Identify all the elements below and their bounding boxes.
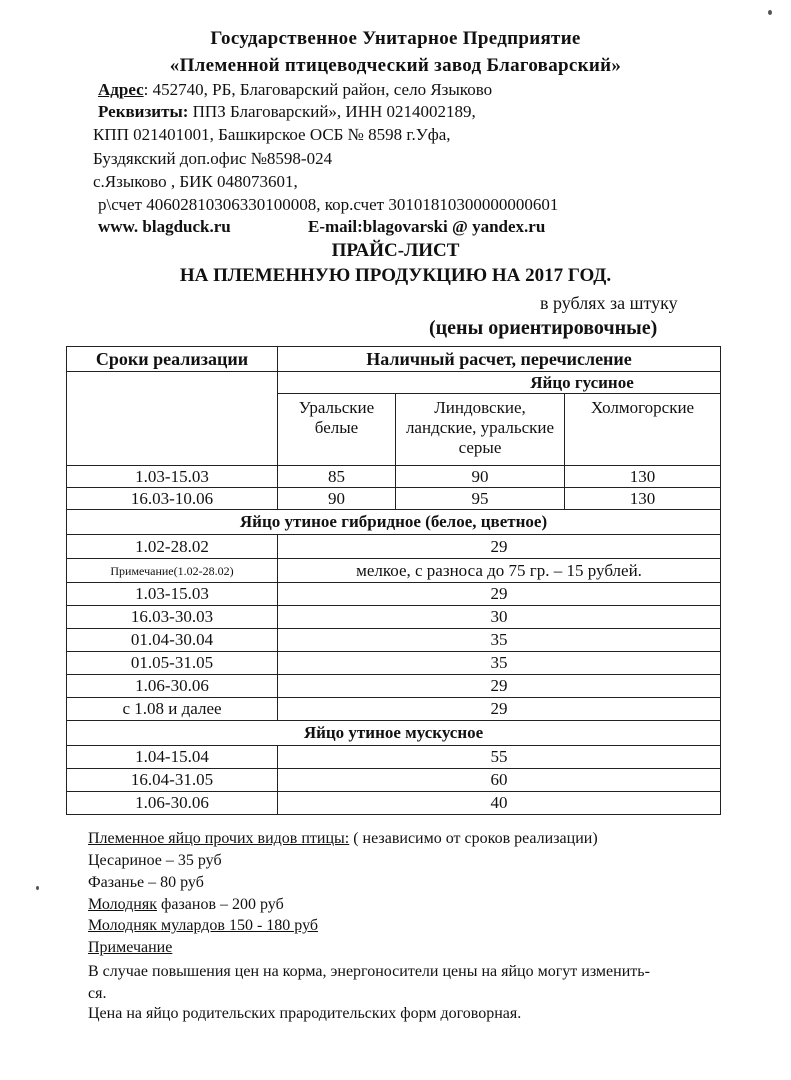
bik-line: с.Языково , БИК 048073601, xyxy=(93,172,298,191)
table-row xyxy=(67,629,721,652)
period-cell: 1.03-15.03 xyxy=(67,466,278,488)
address-label: Адрес xyxy=(98,80,144,99)
table-row xyxy=(67,559,721,583)
org-name-line2: «Племенной птицеводческий завод Благоварский» xyxy=(169,55,622,76)
col-header-payment: Наличный расчет, перечисление xyxy=(278,347,721,372)
period-cell: 1.06-30.06 xyxy=(67,675,278,698)
breed-ural-white: Уральские белые xyxy=(278,394,396,466)
other-species-line xyxy=(88,830,598,848)
guinea-fowl-price: Цесариное – 35 руб xyxy=(88,852,222,869)
table-row xyxy=(67,769,721,792)
period-cell: 16.04-31.05 xyxy=(67,769,278,792)
table-row xyxy=(67,535,721,559)
price-cell: 29 xyxy=(278,698,721,721)
other-species-label: Племенное яйцо прочих видов птицы: xyxy=(88,830,350,847)
section-goose-title: Яйцо гусиное xyxy=(278,372,721,394)
breed-kholmogorskie: Холмогорские xyxy=(565,394,721,466)
period-cell: с 1.08 и далее xyxy=(67,698,278,721)
note-parent-forms: Цена на яйцо родительских прародительских форм договорная. xyxy=(88,1005,522,1022)
note-text-cell: мелкое, с разноса до 75 гр. – 15 рублей. xyxy=(278,559,721,583)
doc-title: ПРАЙС-ЛИСТ xyxy=(331,240,460,261)
table-row xyxy=(67,583,721,606)
table-row xyxy=(67,488,721,510)
table-row xyxy=(67,675,721,698)
approx-prices-note: (цены ориентировочные) xyxy=(429,317,658,339)
price-cell: 130 xyxy=(565,488,721,510)
table-row xyxy=(67,466,721,488)
scan-speck xyxy=(768,10,772,15)
section-row xyxy=(67,510,721,535)
note-heading: Примечание xyxy=(88,939,173,956)
table-row xyxy=(67,606,721,629)
price-cell: 95 xyxy=(396,488,565,510)
price-cell: 90 xyxy=(278,488,396,510)
section-row xyxy=(67,721,721,746)
mulard-price: Молодняк мулардов 150 - 180 руб xyxy=(88,917,319,934)
price-unit: в рублях за штуку xyxy=(540,293,678,313)
price-cell: 29 xyxy=(278,583,721,606)
note-price-change: В случае повышения цен на корма, энергоносители цены на яйцо могут измениться. xyxy=(88,963,650,1002)
org-name-line1: Государственное Унитарное Предприятие xyxy=(210,28,581,49)
table-row xyxy=(67,792,721,815)
price-cell: 60 xyxy=(278,769,721,792)
doc-subtitle: НА ПЛЕМЕННУЮ ПРОДУКЦИЮ НА 2017 ГОД. xyxy=(179,265,612,286)
price-cell: 90 xyxy=(396,466,565,488)
col-header-period: Сроки реализации xyxy=(67,347,278,372)
young-label: Молодняк xyxy=(88,896,157,913)
price-cell: 35 xyxy=(278,652,721,675)
price-cell: 35 xyxy=(278,629,721,652)
table-row xyxy=(67,746,721,769)
period-cell: 16.03-30.03 xyxy=(67,606,278,629)
price-cell: 29 xyxy=(278,535,721,559)
period-cell: 01.04-30.04 xyxy=(67,629,278,652)
period-cell: 1.04-15.04 xyxy=(67,746,278,769)
office-line: Буздякский доп.офис №8598-024 xyxy=(93,149,333,168)
empty-cell xyxy=(67,372,278,466)
requisites-label: Реквизиты: xyxy=(98,102,189,121)
scan-speck xyxy=(36,886,39,890)
email: E-mail:blagovarski @ yandex.ru xyxy=(308,217,546,236)
price-cell: 85 xyxy=(278,466,396,488)
table-row xyxy=(67,652,721,675)
pheasant-egg-price: Фазанье – 80 руб xyxy=(88,874,204,891)
table-row xyxy=(67,698,721,721)
period-cell: 16.03-10.06 xyxy=(67,488,278,510)
young-pheasant-line xyxy=(88,896,284,914)
period-cell: 1.02-28.02 xyxy=(67,535,278,559)
section-row xyxy=(67,372,721,394)
address-line xyxy=(98,80,492,100)
price-table xyxy=(66,346,721,815)
table-header-row xyxy=(67,347,721,372)
period-cell: 1.06-30.06 xyxy=(67,792,278,815)
price-cell: 130 xyxy=(565,466,721,488)
period-cell: 1.03-15.03 xyxy=(67,583,278,606)
young-value: фазанов – 200 руб xyxy=(156,896,284,913)
price-cell: 40 xyxy=(278,792,721,815)
requisites-value: ППЗ Благоварский», ИНН 0214002189, xyxy=(188,102,476,121)
price-cell: 55 xyxy=(278,746,721,769)
other-species-note: ( независимо от сроков реализации) xyxy=(349,830,598,847)
section-duck-hybrid-title: Яйцо утиное гибридное (белое, цветное) xyxy=(67,510,721,535)
price-cell: 30 xyxy=(278,606,721,629)
account-line: р\счет 40602810306330100008, кор.счет 30101810300000000601 xyxy=(98,195,559,214)
period-cell: 01.05-31.05 xyxy=(67,652,278,675)
requisites-line xyxy=(98,102,476,122)
address-value: : 452740, РБ, Благоварский район, село Языково xyxy=(143,80,493,99)
kpp-line: КПП 021401001, Башкирское ОСБ № 8598 г.Уфа, xyxy=(93,125,451,144)
price-cell: 29 xyxy=(278,675,721,698)
website: www. blagduck.ru xyxy=(98,217,231,236)
note-label-cell: Примечание(1.02-28.02) xyxy=(67,559,278,583)
section-duck-musk-title: Яйцо утиное мускусное xyxy=(67,721,721,746)
breed-lindovskie: Линдовские, ландские, уральские серые xyxy=(396,394,565,466)
